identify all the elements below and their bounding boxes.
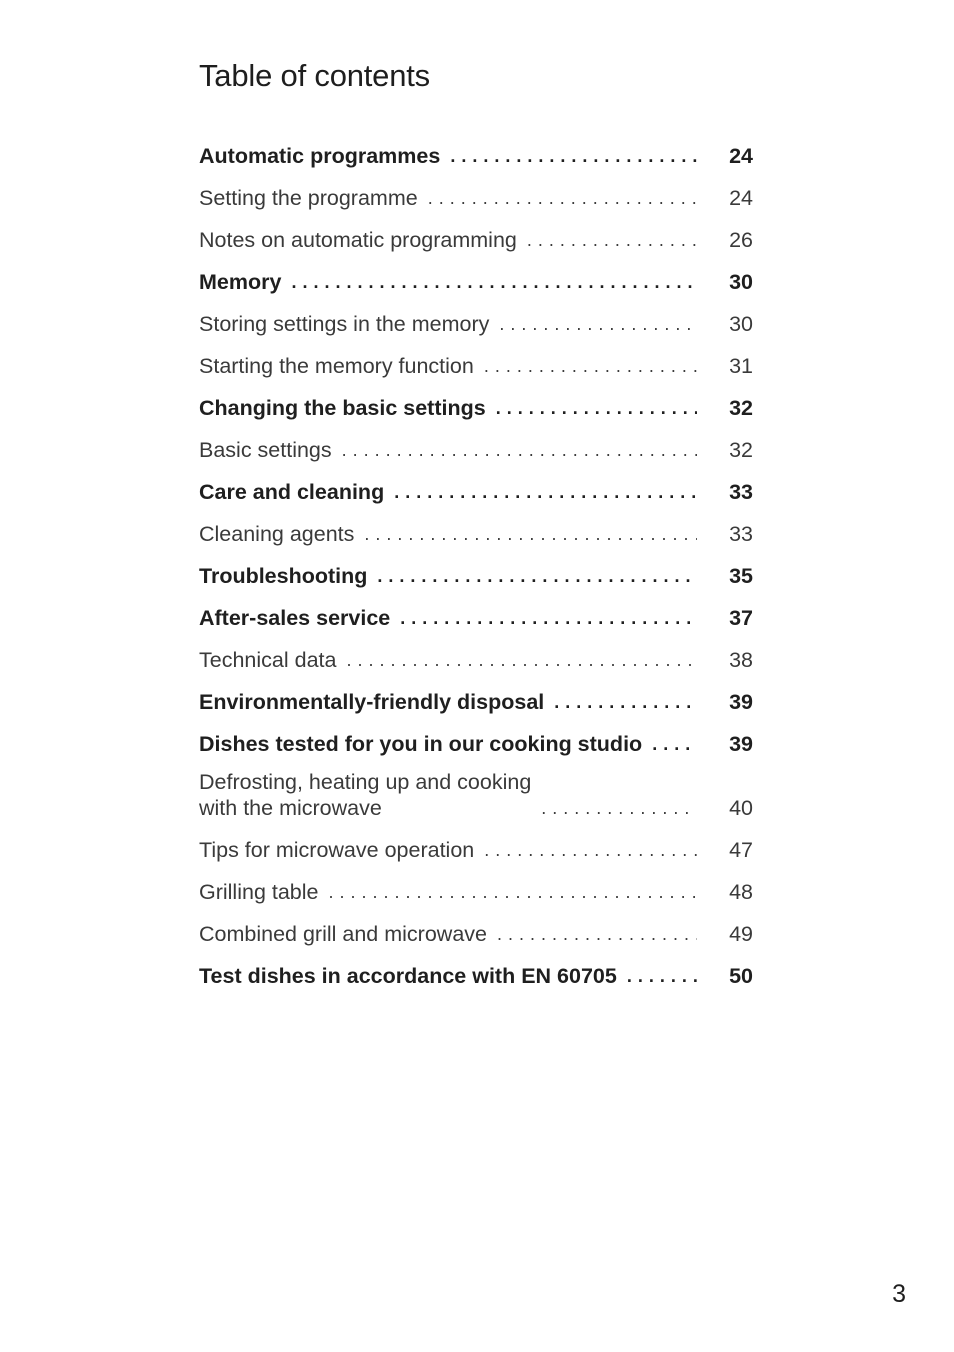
toc-entry-label: Environmentally-friendly disposal (199, 690, 545, 714)
toc-entry-text (199, 921, 487, 947)
page-number: 3 (892, 1280, 906, 1308)
toc-entry[interactable] (199, 173, 753, 215)
dot-leader (484, 353, 697, 379)
toc-entry-text (199, 563, 367, 589)
toc-entry-label: Grilling table (199, 880, 319, 904)
toc-entry[interactable] (199, 719, 753, 761)
toc-entry-text (199, 353, 474, 379)
dot-leader (527, 227, 697, 253)
page-title: Table of contents (199, 58, 430, 93)
toc-entry-label: Cleaning agents (199, 522, 355, 546)
dot-leader (484, 837, 697, 863)
toc-entry[interactable] (199, 299, 753, 341)
toc-entry-page: 24 (729, 144, 753, 168)
toc-entry-label: Automatic programmes (199, 144, 441, 168)
toc-entry-page: 37 (729, 606, 753, 630)
toc-entry-label: Starting the memory function (199, 354, 474, 378)
toc-entry-label: Troubleshooting (199, 564, 368, 588)
toc-entry-page: 39 (729, 732, 753, 756)
dot-leader (346, 647, 697, 673)
toc-entry-page: 50 (729, 964, 753, 988)
toc-entry-text (199, 437, 332, 463)
toc-entry-label: Dishes tested for you in our cooking studio (199, 732, 643, 756)
toc-entry[interactable] (199, 951, 753, 993)
dot-leader (400, 605, 697, 631)
toc-entry-text (199, 395, 486, 421)
toc-entry[interactable] (199, 341, 753, 383)
toc-entry-text (199, 143, 440, 169)
toc-entry-label: Defrosting, heating up and cooking (199, 770, 532, 794)
toc-entry-text (199, 963, 617, 989)
toc-entry-text (199, 837, 474, 863)
toc-entry-text (199, 185, 418, 211)
toc-entry[interactable] (199, 909, 753, 951)
toc-entry-label-line2: with the microwave (199, 796, 382, 820)
dot-leader (342, 437, 697, 463)
toc-entry-text (199, 879, 319, 905)
toc-entry-page: 39 (729, 690, 753, 714)
dot-leader (554, 689, 697, 715)
toc-entry-page: 35 (729, 564, 753, 588)
toc-entry[interactable] (199, 593, 753, 635)
toc-entry-label: Setting the programme (199, 186, 418, 210)
toc-entry[interactable] (199, 131, 753, 173)
toc-entry-page: 30 (729, 312, 753, 336)
toc-entry-label: Storing settings in the memory (199, 312, 490, 336)
toc-entry-text (199, 521, 354, 547)
dot-leader (541, 795, 697, 821)
toc-entry-text (199, 605, 390, 631)
toc-entry-page: 33 (729, 522, 753, 546)
toc-entry-label: Care and cleaning (199, 480, 385, 504)
toc-entry-text (199, 269, 281, 295)
toc-entry[interactable] (199, 825, 753, 867)
toc-entry[interactable] (199, 467, 753, 509)
dot-leader (652, 731, 697, 757)
toc-entry-text (199, 311, 489, 337)
toc-entry-label: After-sales service (199, 606, 391, 630)
toc-entry-label: Notes on automatic programming (199, 228, 517, 252)
toc-entry-page: 31 (729, 354, 753, 378)
toc-entry-page: 40 (729, 796, 753, 820)
toc-entry-page: 47 (729, 838, 753, 862)
dot-leader (291, 269, 697, 295)
dot-leader (499, 311, 697, 337)
dot-leader (450, 143, 697, 169)
toc-entry-page: 49 (729, 922, 753, 946)
dot-leader (627, 963, 697, 989)
toc-entry-text (199, 479, 384, 505)
toc-entry-text (199, 731, 642, 757)
toc-entry-label: Memory (199, 270, 282, 294)
toc-entry-text (199, 647, 336, 673)
toc-entry-page: 32 (729, 438, 753, 462)
dot-leader (394, 479, 697, 505)
toc-entry[interactable] (199, 215, 753, 257)
toc-entry[interactable] (199, 257, 753, 299)
dot-leader (428, 185, 697, 211)
toc-entry-label: Test dishes in accordance with EN 60705 (199, 964, 617, 988)
toc-entry-label: Tips for microwave operation (199, 838, 475, 862)
toc-entry[interactable] (199, 383, 753, 425)
toc-entry-page: 26 (729, 228, 753, 252)
toc-entry[interactable] (199, 509, 753, 551)
toc-entry-page: 48 (729, 880, 753, 904)
toc-entry-text (199, 769, 531, 821)
table-of-contents (199, 131, 753, 993)
toc-entry[interactable] (199, 551, 753, 593)
toc-entry-page: 32 (729, 396, 753, 420)
toc-entry-page: 33 (729, 480, 753, 504)
toc-entry-page: 38 (729, 648, 753, 672)
toc-entry[interactable] (199, 677, 753, 719)
dot-leader (329, 879, 698, 905)
toc-entry-text (199, 227, 517, 253)
dot-leader (377, 563, 697, 589)
toc-entry-label: Basic settings (199, 438, 332, 462)
toc-entry-label: Changing the basic settings (199, 396, 486, 420)
toc-entry-page: 24 (729, 186, 753, 210)
toc-entry-label: Technical data (199, 648, 337, 672)
toc-entry[interactable] (199, 867, 753, 909)
toc-entry[interactable] (199, 425, 753, 467)
dot-leader (496, 395, 697, 421)
toc-entry-page: 30 (729, 270, 753, 294)
toc-entry-label: Combined grill and microwave (199, 922, 487, 946)
dot-leader (497, 921, 697, 947)
toc-entry[interactable] (199, 761, 753, 825)
toc-entry-text (199, 689, 544, 715)
dot-leader (364, 521, 697, 547)
toc-entry[interactable] (199, 635, 753, 677)
